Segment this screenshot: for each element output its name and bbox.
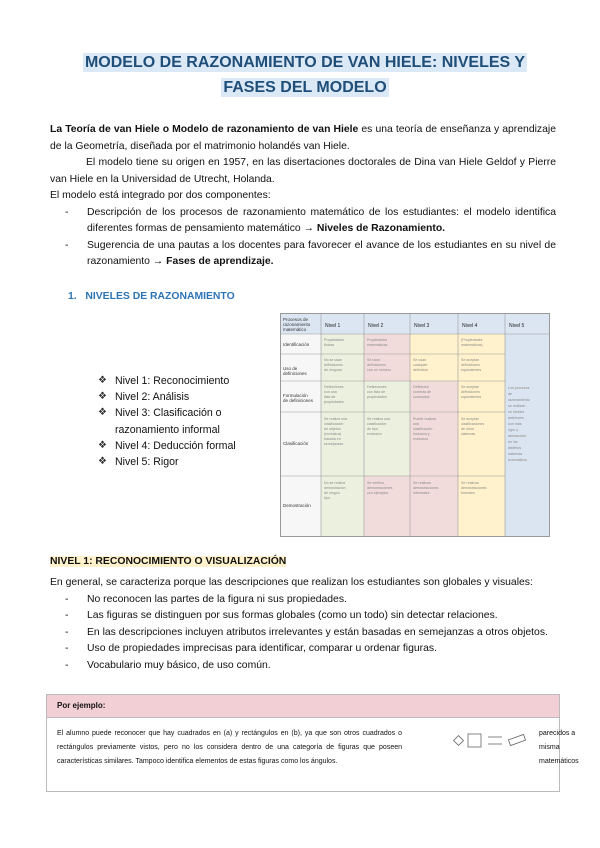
svg-text:Definición: Definición (413, 385, 429, 389)
svg-text:definición: definición (413, 368, 429, 372)
svg-text:Se realiza una: Se realiza una (367, 417, 390, 421)
example-side-text: parecidos a misma matemáticos (539, 730, 579, 765)
svg-text:Nivel 4: Nivel 4 (462, 323, 478, 329)
levels-list (98, 373, 278, 470)
svg-text:Demostración: Demostración (283, 503, 311, 508)
svg-text:con lista de: con lista de (367, 390, 386, 394)
svg-text:Se aceptan: Se aceptan (461, 358, 480, 362)
svg-text:razonamiento: razonamiento (508, 398, 530, 402)
svg-text:Propiedades: Propiedades (367, 338, 388, 342)
svg-text:exclusiva: exclusiva (413, 437, 428, 441)
levels-table-image (280, 313, 550, 537)
components-list (50, 205, 556, 271)
diamond-bullet-icon: ❖ (98, 407, 107, 419)
svg-text:definiciones: definiciones (461, 390, 480, 394)
svg-text:equivalentes: equivalentes (461, 395, 482, 399)
svg-text:informales: informales (413, 491, 430, 495)
svg-text:(Propiedades: (Propiedades (461, 338, 483, 342)
list-item: - Las figuras se distinguen por sus formas globales (como un todo) sin detectar relaciones. (50, 608, 556, 625)
svg-text:equivalentes: equivalentes (461, 368, 482, 372)
page-title: MODELO DE RAZONAMIENTO DE VAN HIELE: NIVELES Y FASES DEL MODELO (84, 54, 526, 96)
svg-text:inclusiva y: inclusiva y (413, 432, 430, 436)
svg-text:definiciones: definiciones (283, 371, 307, 376)
diamond-bullet-icon: ❖ (98, 391, 107, 403)
svg-text:axiomáticos: axiomáticos (508, 458, 527, 462)
svg-text:matemático: matemático (283, 327, 307, 332)
section-heading: 1. NIVELES DE RAZONAMIENTO (68, 291, 235, 302)
svg-text:matemáticas): matemáticas) (461, 343, 483, 347)
svg-text:semejanzas: semejanzas (324, 442, 344, 446)
svg-text:anteriores: anteriores (508, 416, 524, 420)
svg-text:de: de (508, 392, 512, 396)
svg-text:con un número: con un número (367, 368, 391, 372)
svg-text:correcta de: correcta de (413, 390, 431, 394)
diamond-bullet-icon: ❖ (98, 456, 107, 468)
list-item: - Sugerencia de una pautas a los docentes para favorecer el avance de los estudiantes en su nivel de razonamiento → Fases de aprendizaje. (50, 238, 556, 271)
svg-text:de tipo: de tipo (367, 427, 378, 431)
intro-components: El modelo está integrado por dos componentes: (50, 190, 271, 201)
svg-text:exclusivo: exclusivo (367, 432, 382, 436)
svg-text:Definiciones: Definiciones (367, 385, 387, 389)
shapes-figure-icon (452, 729, 532, 753)
svg-text:clasificación: clasificación (367, 422, 387, 426)
section-heading-level1: NIVEL 1: RECONOCIMIENTO O VISUALIZACIÓN (50, 556, 287, 567)
svg-text:(exclusiva): (exclusiva) (324, 432, 342, 436)
svg-text:Se realizan: Se realizan (461, 481, 479, 485)
svg-text:tipo: tipo (324, 496, 330, 500)
list-item: - En las descripciones incluyen atributos irrelevantes y están basadas en semejanzas a otros objetos. (50, 625, 556, 642)
svg-text:Se realiza una: Se realiza una (324, 417, 347, 421)
svg-text:en niveles: en niveles (508, 410, 525, 414)
svg-text:Nivel 5: Nivel 5 (509, 323, 525, 329)
svg-text:No se usan: No se usan (324, 358, 343, 362)
intro-origin: El modelo tiene su origen en 1957, en las disertaciones doctorales de Dina van Hiele Geldof y Pierre van Hiele en la Universidad de Utrecht, Holanda. (50, 157, 556, 185)
svg-text:Nivel 2: Nivel 2 (368, 323, 384, 329)
list-item: - Vocabulario muy básico, de uso común. (50, 658, 556, 675)
list-item: - Uso de propiedades imprecisas para identificar, comparar u ordenar figuras. (50, 641, 556, 658)
intro (50, 122, 556, 271)
svg-text:Se aceptan: Se aceptan (461, 385, 480, 389)
svg-text:distintos: distintos (508, 446, 522, 450)
svg-text:Se verifica: Se verifica (367, 481, 384, 485)
svg-text:Nivel 3: Nivel 3 (414, 323, 430, 329)
svg-text:demostración: demostración (324, 486, 346, 490)
svg-text:definiciones: definiciones (367, 363, 386, 367)
svg-text:Puede realizar: Puede realizar (413, 417, 437, 421)
svg-text:Nivel 1: Nivel 1 (325, 323, 341, 329)
svg-text:de objetos: de objetos (324, 427, 341, 431)
level1-list (50, 592, 556, 675)
svg-text:propiedades: propiedades (367, 395, 387, 399)
svg-text:Se aceptan: Se aceptan (461, 417, 480, 421)
svg-text:propiedades: propiedades (324, 400, 344, 404)
svg-text:Se realizan: Se realizan (413, 481, 431, 485)
svg-text:de otros: de otros (461, 427, 474, 431)
svg-text:sistemas: sistemas (508, 452, 523, 456)
list-item: ❖ Nivel 3: Clasificación o razonamiento informal (98, 407, 222, 436)
svg-text:demostraciones: demostraciones (413, 486, 439, 490)
svg-text:de ninguna: de ninguna (324, 368, 342, 372)
svg-text:No se realiza: No se realiza (324, 481, 345, 485)
svg-text:se realizan: se realizan (508, 404, 526, 408)
svg-text:Se usan: Se usan (413, 358, 427, 362)
svg-text:razonamiento: razonamiento (283, 322, 311, 327)
svg-text:clasificación: clasificación (413, 427, 433, 431)
svg-text:lista de: lista de (324, 395, 336, 399)
svg-text:Clasificación: Clasificación (283, 441, 309, 446)
list-item: ❖ Nivel 1: Reconocimiento (98, 373, 278, 389)
svg-text:con ejemplos: con ejemplos (367, 491, 389, 495)
example-box (46, 694, 579, 792)
svg-text:Definiciones: Definiciones (324, 385, 344, 389)
svg-text:Los procesos: Los procesos (508, 386, 530, 390)
list-item: ❖ Nivel 2: Análisis (98, 389, 278, 405)
svg-text:con más: con más (508, 422, 522, 426)
svg-text:con una: con una (324, 390, 337, 394)
svg-text:definiciones: definiciones (461, 363, 480, 367)
svg-text:basada en: basada en (324, 437, 341, 441)
diamond-bullet-icon: ❖ (98, 439, 107, 451)
svg-text:de definiciones: de definiciones (283, 398, 314, 403)
svg-text:sistemas: sistemas (461, 432, 476, 436)
example-header: Por ejemplo: (47, 695, 559, 718)
svg-text:matemáticas: matemáticas (367, 343, 388, 347)
svg-text:Formulación: Formulación (283, 393, 308, 398)
svg-text:físicas: físicas (324, 343, 335, 347)
svg-text:Uso de: Uso de (283, 366, 298, 371)
example-text: El alumno puede reconocer que hay cuadrados en (a) y rectángulos en (b), ya que son otros cuadrados o rectángulos previamente vistos, pero no los considera dentro de una categoría de figuras que poseen características similares. Tampoco identifica elementos de estas figuras como los ángulos. (57, 730, 402, 765)
list-item: - No reconocen las partes de la figura ni sus propiedades. (50, 592, 556, 609)
svg-text:demostraciones: demostraciones (461, 486, 487, 490)
svg-text:rigor y: rigor y (508, 428, 518, 432)
level1-lead: En general, se caracteriza porque las descripciones que realizan los estudiantes son globales y visuales: (50, 577, 533, 588)
list-item: ❖ Nivel 4: Deducción formal (98, 438, 278, 454)
svg-text:de ningún: de ningún (324, 491, 340, 495)
svg-text:una: una (413, 422, 419, 426)
diamond-bullet-icon: ❖ (98, 375, 107, 386)
svg-text:cualquier: cualquier (413, 363, 428, 367)
svg-text:clasificación: clasificación (324, 422, 344, 426)
svg-text:clasificaciones: clasificaciones (461, 422, 485, 426)
svg-text:conceptos: conceptos (413, 395, 430, 399)
svg-text:Se usan: Se usan (367, 358, 381, 362)
svg-text:definiciones: definiciones (324, 363, 343, 367)
level1-description (50, 575, 556, 674)
svg-text:en los: en los (508, 440, 518, 444)
svg-text:abstracción: abstracción (508, 434, 527, 438)
intro-paragraph: La Teoría de van Hiele o Modelo de razonamiento de van Hiele es una teoría de enseñanza y aprendizaje de la Geometría, diseñada por el matrimonio holandés van Hiele. (50, 124, 556, 152)
list-item: - Descripción de los procesos de razonamiento matemático de los estudiantes: el modelo identifica diferentes formas de pensamiento matemático → Niveles de Razonamiento. (50, 205, 556, 238)
svg-text:demostraciones: demostraciones (367, 486, 393, 490)
list-item: ❖ Nivel 5: Rigor (98, 454, 278, 470)
svg-text:formales: formales (461, 491, 475, 495)
svg-text:Identificación: Identificación (283, 342, 310, 347)
svg-text:Procesos de: Procesos de (283, 317, 309, 322)
svg-text:Propiedades: Propiedades (324, 338, 345, 342)
